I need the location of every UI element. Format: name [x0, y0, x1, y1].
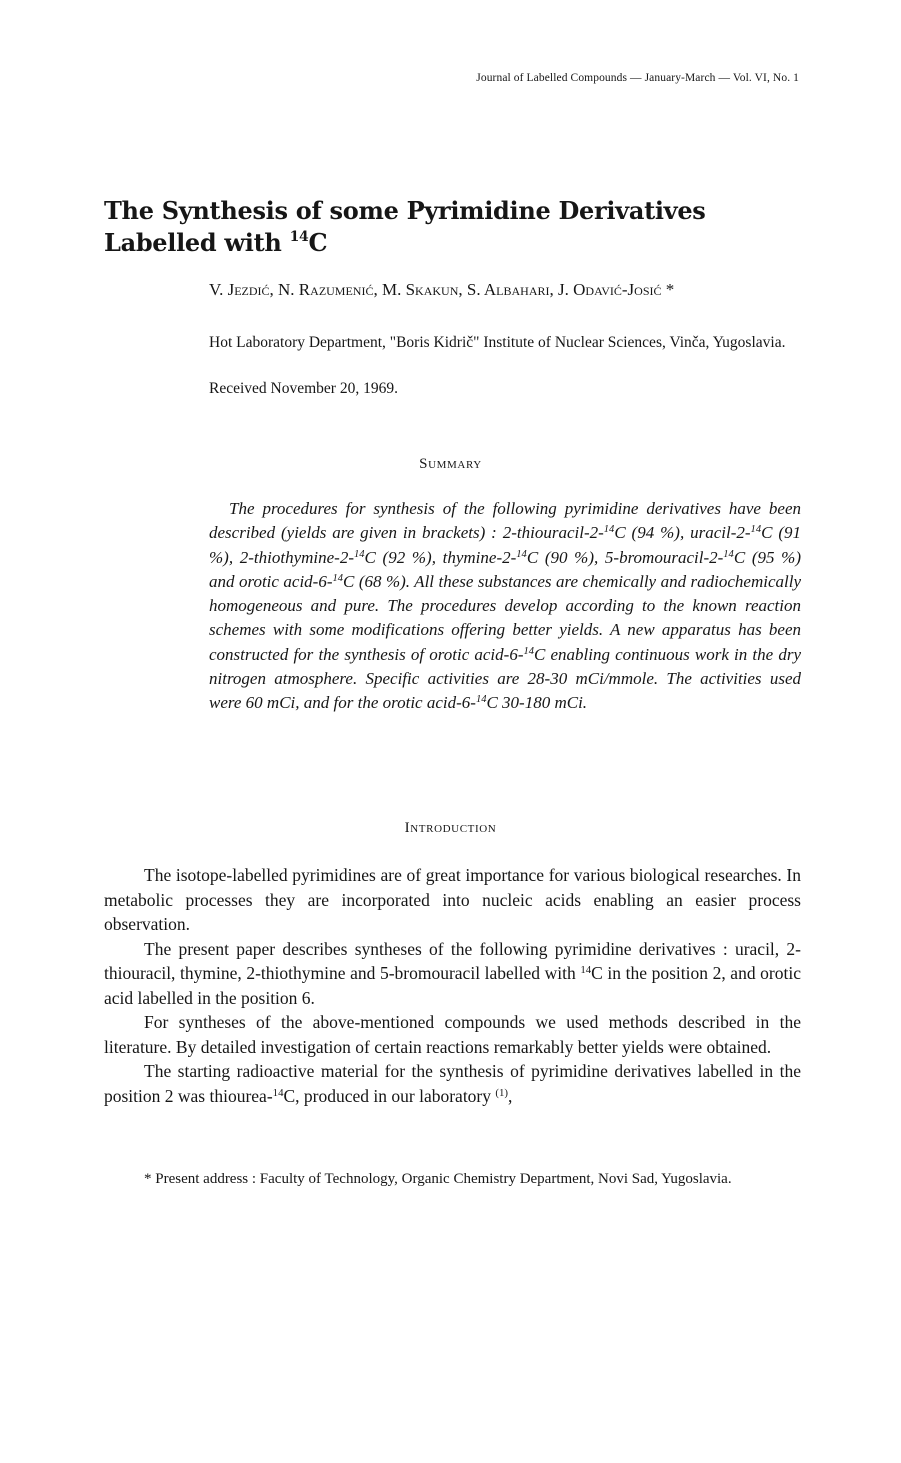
isotope-superscript: 14 [354, 548, 365, 560]
abstract-text: C (68 %). All these substances are chemically and radiochemically homogeneous and pure. The procedures develop according to the known reaction schemes with some modifications offering better yields. A new apparatus has been constructed for the synthesis of orotic acid-6- [209, 571, 801, 664]
footnote-text: * Present address : Faculty of Technology, Organic Chemistry Department, Novi Sad, Yugoslavia. [144, 1171, 732, 1187]
abstract-text: C 30-180 mCi. [486, 693, 588, 713]
isotope-superscript: 14 [750, 524, 762, 536]
author-list [209, 278, 801, 302]
isotope-superscript: 14 [523, 645, 535, 657]
affiliation: Hot Laboratory Department, "Boris Kidrič" Institute of Nuclear Sciences, Vinča, Yugoslavia. [209, 334, 786, 351]
intro-text: The starting radioactive material for the synthesis of pyrimidine derivatives labelled in the position 2 was thiourea- [104, 1061, 801, 1106]
abstract-text: C enabling continuous work in the dry nitrogen atmosphere. Specific activities are 28-30 mCi/mmole. The activities used were 60 mCi, and for the orotic acid-6- [209, 644, 801, 713]
isotope-superscript: 14 [475, 694, 487, 706]
abstract-text: C (91 %), 2-thiothymine-2- [209, 523, 801, 567]
intro-text: The present paper describes syntheses of the following pyrimidine derivatives : uracil, 2-thiouracil, thymine, 2-thiothymine and 5-bromouracil labelled with [104, 938, 801, 983]
author-name: M. Skakun, [381, 280, 463, 299]
intro-paragraph-3: For syntheses of the above-mentioned compounds we used methods described in the literature. By detailed investigation of certain reactions remarkably better yields were obtained. [104, 1012, 801, 1057]
isotope-superscript: 14 [332, 573, 344, 585]
author-footnote-marker: * [665, 280, 675, 299]
author-name: J. Odavić-Josić [558, 280, 662, 299]
intro-text: , [508, 1085, 513, 1106]
author-name: V. Jezdić, [209, 280, 274, 299]
isotope-superscript: 14 [723, 548, 734, 560]
abstract-text: C (95 %) and orotic acid-6- [209, 547, 801, 591]
isotope-superscript: 14 [603, 524, 615, 536]
intro-paragraph-2 [104, 937, 801, 1011]
running-header: Journal of Labelled Compounds — January-March — Vol. VI, No. 1 [476, 72, 799, 84]
abstract-text: C (92 %), thymine-2- [364, 547, 517, 567]
introduction-heading: Introduction [404, 820, 497, 836]
author-name: N. Razumenić, [278, 280, 378, 299]
footnote [104, 1169, 801, 1190]
intro-text: C, produced in our laboratory [283, 1085, 496, 1106]
title-isotope-symbol: C [308, 228, 328, 257]
author-name: S. Albahari, [466, 280, 554, 299]
received-date: Received November 20, 1969. [209, 380, 398, 397]
summary-heading: Summary [419, 456, 482, 472]
abstract-text: C (90 %), 5-bromouracil-2- [526, 547, 724, 567]
reference-marker: (1) [495, 1086, 509, 1099]
introduction-body [104, 863, 801, 1108]
intro-paragraph-1: The isotope-labelled pyrimidines are of great importance for various biological researches. In metabolic processes they are incorporated into nucleic acids enabling an easier process observation. [104, 865, 801, 934]
abstract-text: The procedures for synthesis of the following pyrimidine derivatives have been described (yields are given in brackets) : 2-thiouracil-2- [209, 499, 801, 543]
intro-paragraph-4 [104, 1059, 801, 1108]
isotope-superscript: 14 [272, 1086, 284, 1099]
title-isotope-mass: 14 [289, 229, 309, 245]
abstract [209, 497, 801, 716]
intro-text: C in the position 2, and orotic acid labelled in the position 6. [104, 963, 801, 1008]
title-line-1: The Synthesis of some Pyrimidine Derivatives [104, 196, 706, 225]
abstract-paragraph [209, 497, 801, 716]
title-line-2: Labelled with [104, 228, 290, 257]
isotope-superscript: 14 [580, 964, 592, 977]
isotope-superscript: 14 [516, 548, 527, 560]
abstract-text: C (94 %), uracil-2- [614, 523, 751, 543]
paper-title [104, 195, 706, 259]
